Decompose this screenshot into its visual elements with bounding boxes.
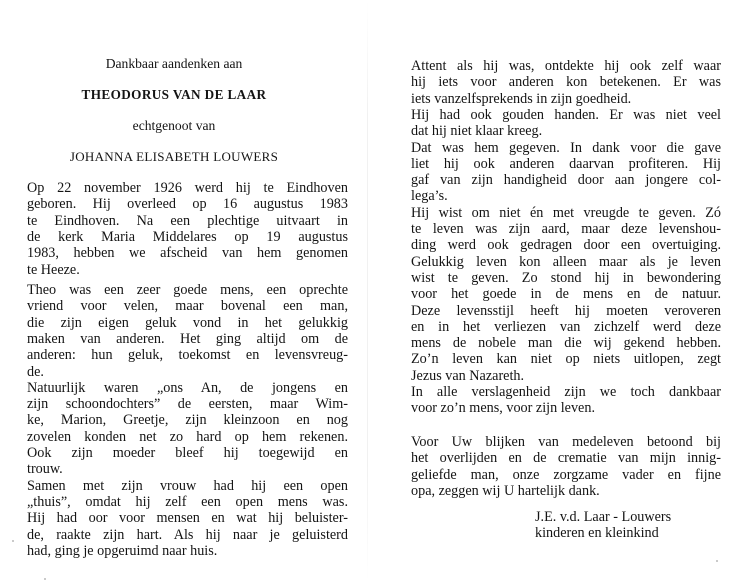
tribute-continued-line: iets vanzelfsprekends in zijn goedheid.	[411, 90, 632, 107]
signature-line: kinderen en kleinkind	[535, 525, 659, 542]
tribute-line: trouw.	[27, 461, 63, 478]
tribute-line: Samen met zijn vrouw had hij een open	[27, 477, 348, 494]
tribute-line: vriend voor velen, maar bovenal een man,	[27, 298, 348, 315]
tribute-continued-line: wist te geven. Zo stond hij in bewondering	[411, 269, 721, 286]
tribute-continued-line: Hij had ook gouden handen. Er was niet veel	[411, 106, 721, 123]
tribute-continued-line: mens de nobele man die wij gekend hebben.	[411, 335, 721, 352]
tribute-continued-line: lega’s.	[411, 188, 448, 205]
tribute-continued-line: Gelukkig leven kon alleen maar als je leven	[411, 253, 721, 270]
speck	[44, 578, 46, 580]
tribute-line: ke, Marion, Greetje, zijn kleinzoon en nog	[27, 412, 348, 429]
tribute-continued-line: Dat was hem gegeven. In dank voor die gave	[411, 139, 721, 156]
tribute-continued-line: voor het goede in de mens en de natuur.	[411, 286, 721, 303]
tribute-line: maken van anderen. Het ging altijd om de	[27, 330, 348, 347]
tribute-line: had, ging je opgeruimd naar huis.	[27, 542, 218, 559]
tribute-line: anderen: hun geluk, toekomst en levensvreug-	[27, 347, 348, 364]
tribute-line: zovelen konden net zo hard op hem rekenen.	[27, 428, 348, 445]
biography-line: te Eindhoven. Na een plechtige uitvaart in	[27, 212, 348, 229]
tribute-continued-line: ding werd ook gedragen door een overtuiging.	[411, 237, 721, 254]
biography-line: de kerk Maria Middelares op 19 augustus	[27, 228, 348, 245]
tribute-continued-line: Zo’n leven kan niet op niets uitlopen, zegt	[411, 351, 721, 368]
tribute-line: de.	[27, 363, 44, 380]
tribute-continued-line: Hij wist om niet én met vreugde te geven. Zó	[411, 204, 721, 221]
tribute-continued-line: In alle verslagenheid zijn we toch dankbaar	[411, 384, 721, 400]
tribute-continued-line: liet hij ook anderen daarvan profiteren. Hij	[411, 155, 721, 172]
biography-line: 1983, hebben we afscheid van hem genomen	[27, 245, 348, 262]
tribute-continued-line: Jezus van Nazareth.	[411, 367, 525, 384]
tribute-line: de, raakte zijn hart. Als hij naar je geluisterd	[27, 526, 348, 543]
biography-line: te Heeze.	[27, 261, 80, 278]
deceased-name: THEODORUS VAN DE LAAR	[81, 87, 267, 102]
card-heading: Dankbaar aandenken aan	[105, 56, 243, 71]
tribute-continued-line: voor zo’n mens, voor zijn leven.	[411, 400, 595, 417]
thanks-line: het overlijden en de crematie van mijn innig-	[411, 450, 721, 467]
tribute-line: Theo was een zeer goede mens, een oprechte	[27, 282, 348, 298]
tribute-continued-line: gaf van zijn handigheid door aan jongere col-	[411, 172, 721, 189]
thanks-line: geliefde man, onze zorgzame vader en fijne	[411, 466, 721, 483]
signature-line: J.E. v.d. Laar - Louwers	[535, 509, 672, 525]
tribute-line: Natuurlijk waren „ons An, de jongens en	[27, 379, 348, 396]
spouse-name: JOHANNA ELISABETH LOUWERS	[69, 149, 279, 164]
tribute-continued-line: Deze levensstijl heeft hij moeten veroveren	[411, 302, 721, 319]
right-panel	[368, 0, 735, 581]
tribute-continued-line: dat hij niet klaar kreeg.	[411, 123, 543, 140]
tribute-line: „thuis”, omdat hij zelf een open mens was.	[27, 493, 348, 510]
relation-text: echtgenoot van	[132, 118, 216, 133]
speck	[716, 560, 718, 562]
tribute-continued-line: Attent als hij was, ontdekte hij ook zelf waar	[411, 58, 721, 74]
tribute-continued-line: hij iets voor anderen kon betekenen. Er was	[411, 74, 721, 91]
biography-line: geboren. Hij overleed op 16 augustus 1983	[27, 196, 348, 213]
speck	[12, 540, 14, 542]
tribute-line: Hij had oor voor mensen en wat hij beluister-	[27, 510, 348, 527]
thanks-line: Voor Uw blijken van medeleven betoond bij	[411, 434, 721, 450]
tribute-continued-line: en in het verliezen van zichzelf werd deze	[411, 318, 721, 335]
tribute-line: zijn schoondochters” de eersten, maar Wim-	[27, 396, 348, 413]
thanks-line: opa, zeggen wij U hartelijk dank.	[411, 482, 600, 499]
biography-line: Op 22 november 1926 werd hij te Eindhoven	[27, 180, 348, 196]
tribute-line: Ook zijn moeder bleef hij toegewijd en	[27, 445, 348, 461]
tribute-continued-line: te leven was zijn aard, maar deze levenshou-	[411, 221, 721, 237]
tribute-line: die zijn eigen geluk vond in het gelukkig	[27, 314, 348, 331]
